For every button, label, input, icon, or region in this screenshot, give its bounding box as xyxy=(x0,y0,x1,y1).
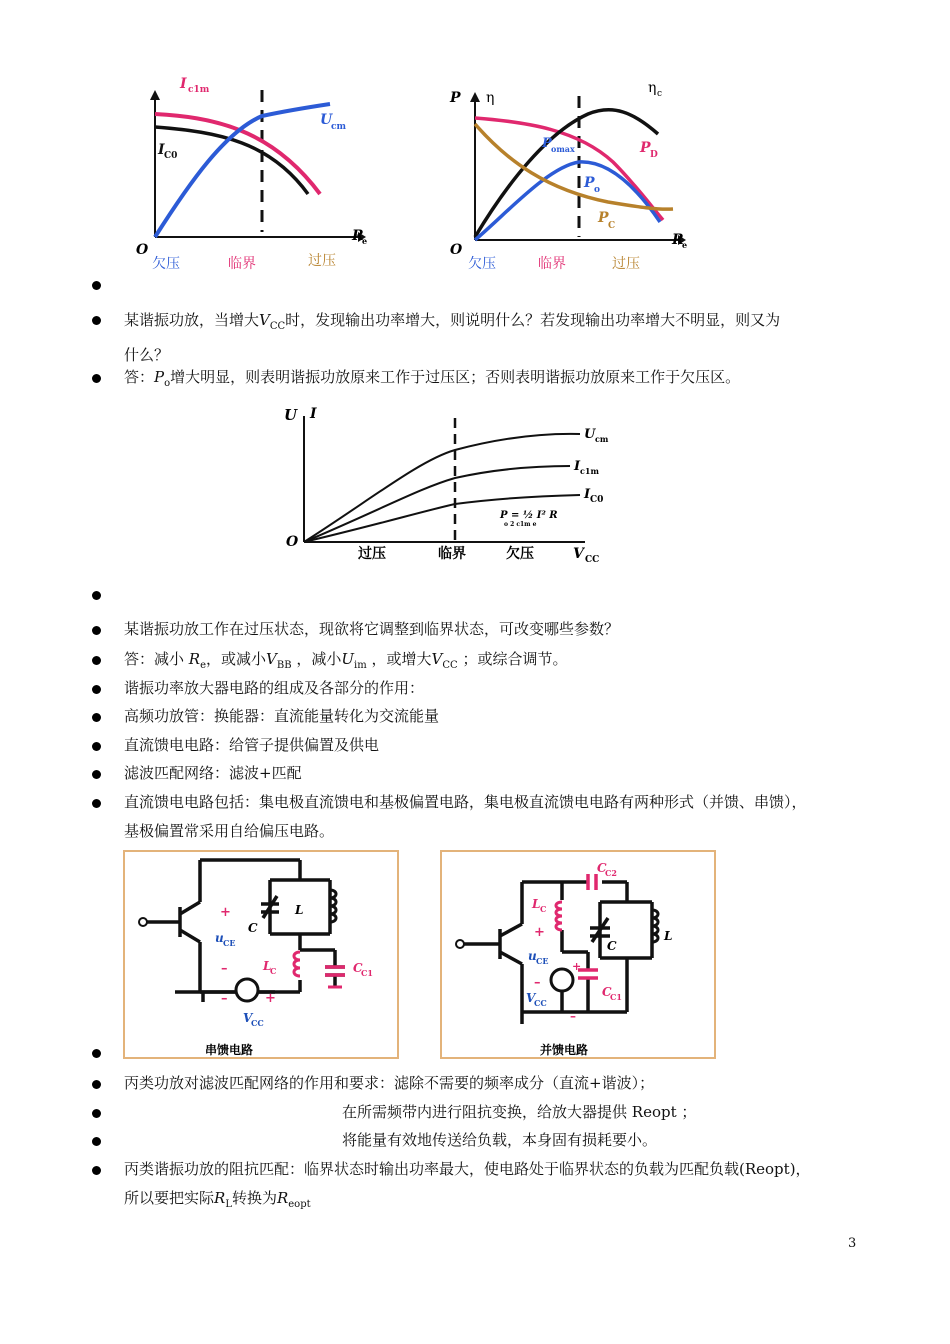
bullet xyxy=(92,656,101,665)
svg-text:+: + xyxy=(572,960,582,973)
svg-text:CE: CE xyxy=(536,956,549,966)
region-under: 欠压 xyxy=(506,546,534,562)
svg-text:C: C xyxy=(270,966,277,976)
svg-text:C2: C2 xyxy=(605,868,617,878)
bullet xyxy=(92,799,101,808)
svg-text:C: C xyxy=(540,904,547,914)
bullet xyxy=(92,770,101,779)
question-1: 某谐振功放，当增大$V_{CC}$时，发现输出功率增大，则说明什么？若发现输出功率增大不明显，则又为 什么？ xyxy=(124,311,781,364)
svg-text:–: – xyxy=(570,1009,576,1023)
svg-text:CE: CE xyxy=(223,938,236,948)
bullet xyxy=(92,374,101,383)
svg-text:CC: CC xyxy=(534,998,547,1008)
svg-text:L: L xyxy=(664,929,673,943)
svg-text:+: + xyxy=(265,991,276,1006)
bullet xyxy=(92,591,101,600)
bullet xyxy=(92,1109,101,1118)
svg-text:u: u xyxy=(528,949,537,963)
svg-text:L: L xyxy=(532,897,541,911)
label-ic1m: I xyxy=(574,459,581,474)
svg-text:CC: CC xyxy=(585,555,600,565)
svg-text:C: C xyxy=(607,939,617,953)
svg-text:–: – xyxy=(534,975,541,990)
svg-text:+: + xyxy=(534,925,545,940)
region-over: 过压 xyxy=(612,256,640,272)
region-under: 欠压 xyxy=(468,256,496,272)
answer-1: 答：$P_o$增大明显，则表明谐振功放原来工作于过压区；否则表明谐振功放原来工作于欠压区。 xyxy=(124,368,741,389)
svg-text:+: + xyxy=(220,905,231,920)
svg-text:u: u xyxy=(215,931,224,945)
x-axis-label: R xyxy=(672,232,684,248)
svg-text:cm: cm xyxy=(331,122,347,132)
line-dc-feed: 直流馈电电路：给管子提供偏置及供电 xyxy=(124,736,380,754)
svg-text:C1: C1 xyxy=(361,968,373,978)
line-dc-feed-types: 直流馈电电路包括：集电极直流馈电和基极偏置电路，集电极直流馈电电路有两种形式（并馈、串馈）， 基极偏置常采用自给偏压电路。 xyxy=(124,793,807,840)
curve-po xyxy=(475,162,660,240)
svg-text:C: C xyxy=(597,861,607,875)
chart-state-power xyxy=(448,72,698,277)
line-transistor: 高频功放管：换能器：直流能量转化为交流能量 xyxy=(124,707,440,725)
bullet xyxy=(92,626,101,635)
bullet xyxy=(92,713,101,722)
svg-text:e: e xyxy=(362,236,368,246)
line-energy-transfer: 将能量有效地传送给负载，本身固有损耗要小。 xyxy=(342,1131,658,1149)
svg-text:–: – xyxy=(221,961,228,976)
curve-ic1m xyxy=(155,114,320,194)
region-under: 欠压 xyxy=(152,256,180,272)
curve-ucm xyxy=(304,434,580,542)
svg-text:omax: omax xyxy=(551,144,575,154)
label-pomax: P xyxy=(542,136,552,151)
y-label-i: I xyxy=(310,406,317,422)
label-eta-c: η xyxy=(648,80,657,96)
svg-text:V: V xyxy=(526,991,536,1005)
chart-vcc-characteristics xyxy=(280,400,620,568)
bullet xyxy=(92,1137,101,1146)
bullet xyxy=(92,685,101,694)
svg-text:c1m: c1m xyxy=(188,85,210,95)
svg-text:C0: C0 xyxy=(164,151,178,161)
curve-ic1m xyxy=(304,466,570,542)
x-axis-label: R xyxy=(352,228,364,244)
svg-text:C: C xyxy=(248,921,258,935)
svg-text:c: c xyxy=(657,89,663,99)
svg-text:L: L xyxy=(295,903,304,917)
question-2: 某谐振功放工作在过压状态，现欲将它调整到临界状态，可改变哪些参数？ xyxy=(124,620,620,638)
origin-label: O xyxy=(286,534,299,550)
svg-text:D: D xyxy=(650,150,658,160)
svg-text:C1: C1 xyxy=(610,992,622,1002)
bullet xyxy=(92,1080,101,1089)
bullet xyxy=(92,1166,101,1175)
bullet xyxy=(92,1049,101,1058)
line-impedance-transform: 在所需频带内进行阻抗变换，给放大器提供 Reopt ； xyxy=(342,1103,697,1121)
svg-text:C: C xyxy=(608,221,616,231)
label-po: P xyxy=(584,175,595,191)
origin-label: O xyxy=(450,242,463,258)
line-impedance-matching: 丙类谐振功放的阻抗匹配：临界状态时输出功率最大，使电路处于临界状态的负载为匹配负载(Reopt)， 所以要把实际$R_L$转换为$R_{eopt}$ xyxy=(124,1160,811,1210)
caption-parallel-feed: 并馈电路 xyxy=(540,1043,589,1057)
y-axis-label-p: P xyxy=(450,90,461,106)
svg-text:o: o xyxy=(594,185,601,195)
svg-text:e: e xyxy=(682,240,688,250)
region-over: 过压 xyxy=(358,546,386,562)
svg-text:V: V xyxy=(243,1011,253,1025)
line-filter-requirements: 丙类功放对滤波匹配网络的作用和要求：滤除不需要的频率成分（直流+谐波）； xyxy=(124,1074,655,1092)
svg-text:C: C xyxy=(353,961,363,975)
curve-ucm xyxy=(155,104,330,237)
label-ic0: I xyxy=(158,142,165,158)
chart-state-currents xyxy=(130,72,380,277)
svg-text:CC: CC xyxy=(251,1018,264,1028)
page-number: 3 xyxy=(848,1236,857,1251)
line-filter: 滤波匹配网络：滤波+匹配 xyxy=(124,764,302,782)
bullet xyxy=(92,281,101,290)
svg-text:L: L xyxy=(263,959,272,973)
power-formula: P = ½ I² R xyxy=(500,510,558,521)
x-axis-label: V xyxy=(573,546,584,562)
region-critical: 临界 xyxy=(438,546,466,562)
bullet xyxy=(92,742,101,751)
svg-text:cm: cm xyxy=(595,434,609,444)
bullet xyxy=(92,316,101,325)
y-axis-label-eta: η xyxy=(486,90,495,106)
origin-label: O xyxy=(136,242,149,258)
label-pd: P xyxy=(640,140,651,156)
circuit-parallel-feed xyxy=(440,850,716,1059)
label-ucm: U xyxy=(320,112,333,128)
svg-text:C: C xyxy=(602,985,612,999)
label-ic1m: I xyxy=(180,76,187,92)
svg-text:–: – xyxy=(221,991,228,1006)
caption-series-feed: 串馈电路 xyxy=(205,1043,254,1057)
answer-2: 答：减小 $R_e$，或减小$V_{BB}$ ，减小$U_{im}$ ，或增大$V_{CC}$ ；或综合调节。 xyxy=(124,650,568,671)
svg-text:c1m: c1m xyxy=(580,466,599,476)
svg-text:o 2 c1m e: o 2 c1m e xyxy=(504,521,537,528)
region-critical: 临界 xyxy=(228,256,256,272)
line-composition: 谐振功率放大器电路的组成及各部分的作用： xyxy=(124,679,425,697)
region-over: 过压 xyxy=(308,253,336,269)
region-critical: 临界 xyxy=(538,256,566,272)
curve-eta xyxy=(475,110,658,237)
circuit-series-feed xyxy=(123,850,399,1059)
y-label-u: U xyxy=(284,406,298,424)
label-pc: P xyxy=(598,210,609,226)
label-ic0: I xyxy=(584,487,591,502)
svg-text:C0: C0 xyxy=(590,495,604,505)
label-ucm: U xyxy=(584,427,596,442)
